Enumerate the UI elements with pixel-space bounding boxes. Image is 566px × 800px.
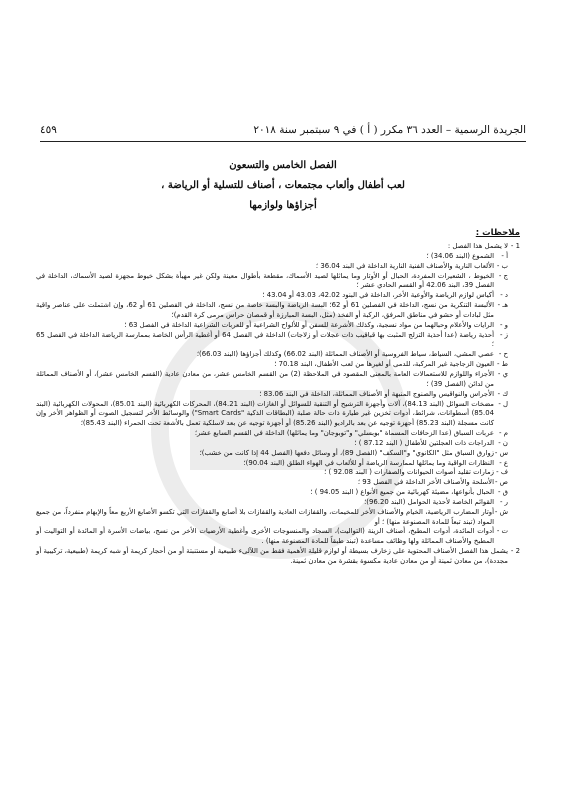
list-item <box>36 360 520 370</box>
item-letter: ر - <box>499 497 508 506</box>
item-text: الألعاب النارية والأصناف الفنية النارية الداخلة في البند 36.04 ؛ <box>315 261 494 270</box>
list-item <box>36 331 520 351</box>
item-text: عربات السباق (عدا الزحافات المسماة "بوبسلي" و"توبوجان" وما يماثلها) الداخلة في القسم السابع عشر؛ <box>194 429 494 438</box>
item-text: أدوات المائدة، أدوات المطبخ، أصناف الزينة (التواليت)، السجاد والمنسوجات الأخرى وأغطية الأرضيات الأخر من نسج، بياضات الأسرة أو المائدة أو التواليت أو المطبخ والأصناف المماثلة ولها وظائف مساعدة (تبند طبقاً للمادة المصنوعة منها) . <box>36 527 494 546</box>
item-text: زوارق السباق مثل "الكانوي" و"السكف" (الفصل 89)، أو وسائل دفعها (الفصل 44 إذا كانت من خشب)؛ <box>199 448 494 457</box>
item-letter: د - <box>500 291 508 300</box>
list-item <box>36 262 520 272</box>
item-letter: ط - <box>496 360 508 369</box>
notes-body <box>36 242 520 567</box>
item-letter: ف - <box>496 468 508 477</box>
item-letter: ب - <box>496 261 508 270</box>
item-text: الأجراس والنواقيس والصنوج المنبهة أو الأصناف المماثلة، الداخلة في البند 83.06 ؛ <box>259 389 494 398</box>
item-text: الأسلحة والأصناف الأخر الداخلة في الفصل 93 ؛ <box>357 478 494 487</box>
list-item <box>36 439 520 449</box>
item-letter: هـ - <box>497 301 508 310</box>
list-item <box>36 478 520 488</box>
item-letter: ح - <box>498 350 508 359</box>
item-letter: و - <box>499 320 508 329</box>
item-letter: ص - <box>494 478 508 487</box>
chapter-subtitle: لعب أطفال وألعاب مجتمعات ، أصناف للتسلية أو الرياضة ، <box>161 180 405 191</box>
list-item <box>36 350 520 360</box>
list-item <box>36 527 520 547</box>
header-rule <box>40 141 526 142</box>
list-item <box>36 498 520 508</box>
item-letter: ج - <box>498 271 508 280</box>
list-item <box>36 370 520 390</box>
item-text: الرايات والأعلام وحبالهما من مواد نسجية، وكذلك الأشرعة للسفن أو للألواح الشراعية أو للعربات الشراعية الداخلة في الفصل 63 ؛ <box>124 320 494 329</box>
item-text: القوائم الخاصة لأحذية الحوامل (البند 96.20)؛ <box>364 497 494 506</box>
list-item <box>36 301 520 321</box>
list-item <box>36 272 520 292</box>
page-number: ٤٥٩ <box>40 124 57 136</box>
list-item <box>36 252 520 262</box>
item-text: الألبسة التنكرية من نسج، الداخلة في الفصلين 61 أو 62؛ البسة الرياضة والبسة خاصة من نسج، الداخلة في الفصلين 61 أو 62، وإن اشتملت على عناصر واقية مثل لبادات أو حشو في مناطق المرفق، الركبة أو الفخذ (مثل، البسة المبارزة أو قمصان حراس مرمى كرة القدم)؛ <box>36 301 494 319</box>
item-text: زمارات تقليد أصوات الحيوانات والصفارات ( البند 92.08 ) ؛ <box>324 468 494 477</box>
list-item <box>36 459 520 469</box>
chapter-title: الفصل الخامس والتسعون <box>229 160 337 171</box>
item-letter: ش - <box>494 507 508 516</box>
item-letter: ق - <box>497 488 508 497</box>
note-text: يشمل هذا الفصل الأصناف المحتوية على زخارف بسيطة أو لوازم قليلة الأهمية فقط من اللآلىء طبيعية أو مستنبتة أو من أحجار كريمة أو شبه كريمة (طبيعية، تركيبية أو مجددة)، من معادن ثمينة أو من معادن عادية مكسوة بقشرة من معادن ثمينة. <box>36 547 508 565</box>
item-letter: م - <box>499 429 508 438</box>
list-item <box>36 400 520 430</box>
item-text: الأجزاء واللوازم للاستعمالات العامة بالمعنى المقصود في الملاحظة (2) من القسم الخامس عشر، من معادن عادية (القسم الخامس عشر)، أو الأصناف المماثلة من لدائن (الفصل 39) ؛ <box>36 369 494 388</box>
item-text: أكياس لوازم الرياضة والأوعية الأخر، الداخلة في البنود 42.02، 43.03 أو 43.04 ؛ <box>262 291 494 300</box>
item-letter: ز - <box>499 330 508 339</box>
item-letter: ي - <box>497 369 508 378</box>
item-text: الخيوط ، الشعيرات المفردة، الحبال أو الأوتار وما يماثلها لصيد الأسماك، مقطعة بأطوال معينة ولكن غير مهيأة بشكل خيوط مجهزة لصيد الأسماك، الداخلة في الفصل 39، البند 42.06 أو القسم الحادي عشر ؛ <box>36 271 494 290</box>
item-text: الدراجات ذات العجلتين للأطفال ( البند 87.12 ) ؛ <box>354 438 494 447</box>
item-letter: أ - <box>501 251 508 260</box>
note-number: 1 - <box>510 242 520 250</box>
item-text: مضخات السوائل (البند 84.13)، آلات وأجهزة الترشيح أو التنقية للسوائل أو الغازات (البند 84.21)، المحركات الكهربائية (البند 85.01)، المحولات الكهربائية (البند 85.04) أسطوانات، شرائط، أدوات تخزين غير طيارة ذات حالة صلبة (البطاقات الذكية "Smart Cards") والوسائط الأخر لتسجيل الصوت أو الظواهر الأخر وإن كانت مسجلة (البند 85.23) أجهزة توجيه عن بعد بالراديو (البند 85.26) أو أجهزة توجيه عن بعد لاسلكية تعمل بالأشعة تحت الحمراء (البند 85.43)؛ <box>36 399 494 428</box>
list-item <box>36 390 520 400</box>
list-item <box>36 468 520 478</box>
item-text: الشموع (البند 34.06) ؛ <box>426 251 494 260</box>
item-letter: ت - <box>496 527 508 536</box>
note-1-intro <box>36 242 520 252</box>
running-header <box>40 124 526 140</box>
exclusion-list <box>36 252 520 547</box>
note-number: 2 - <box>510 547 520 556</box>
list-item <box>36 321 520 331</box>
list-item <box>36 449 520 459</box>
list-item <box>36 508 520 528</box>
item-letter: ع - <box>499 458 508 467</box>
item-letter: ك - <box>497 389 508 398</box>
publication-line: الجريدة الرسمية – العدد ٣٦ مكرر ( أ ) في ٩ سبتمبر سنة ٢٠١٨ <box>253 124 526 136</box>
list-item <box>36 429 520 439</box>
chapter-title-block <box>60 156 506 216</box>
note-2 <box>36 547 520 567</box>
list-item <box>36 488 520 498</box>
item-text: أحذية رياضة (عدا أحذية التزلج المثبت بها قباقيب ذات عجلات أو زلاجات) الداخلة في الفصل 64 أو أغطية الرأس الخاصة بممارسة الرياضة الداخلة في الفصل 65 ؛ <box>36 330 494 349</box>
item-letter: ل - <box>498 399 508 408</box>
list-item <box>36 291 520 301</box>
item-letter: س - <box>494 448 508 457</box>
item-text: عصي المشي، السياط، سياط الفروسية أو الأصناف المماثلة (البند 66.02) وكذلك أجزاؤها (البند 66.03)؛ <box>196 350 494 359</box>
item-text: العيون الزجاجية غير المركبة، للدمى أو لغيرها من لعب الأطفال، البند 70.18 ؛ <box>274 360 494 369</box>
chapter-subtitle-line2: أجزاؤها ولوازمها <box>249 200 317 211</box>
item-letter: ن - <box>498 438 508 447</box>
item-text: النظارات الواقية وما يماثلها لممارسة الرياضة أو للألعاب في الهواء الطلق (البند 90.04)؛ <box>243 458 494 467</box>
item-text: أوتار المضارب الرياضية، الخيام والأصناف الأخر للمخيمات، والقفازات العادية والقفازات بلا أصابع والقفازات التي تكسو الأصابع الأربع معاً والإبهام منفرداً، من جميع المواد (تبند تبعاً للمادة المصنوعة منها) ؛ أو <box>36 507 494 526</box>
note-intro-text: لا يشمل هذا الفصل : <box>447 242 508 250</box>
item-text: الحبال بأنواعها، مضيئة كهربائية من جميع الأنواع ( البند 94.05 ) ؛ <box>310 488 494 497</box>
notes-heading: ملاحظات : <box>475 228 520 238</box>
